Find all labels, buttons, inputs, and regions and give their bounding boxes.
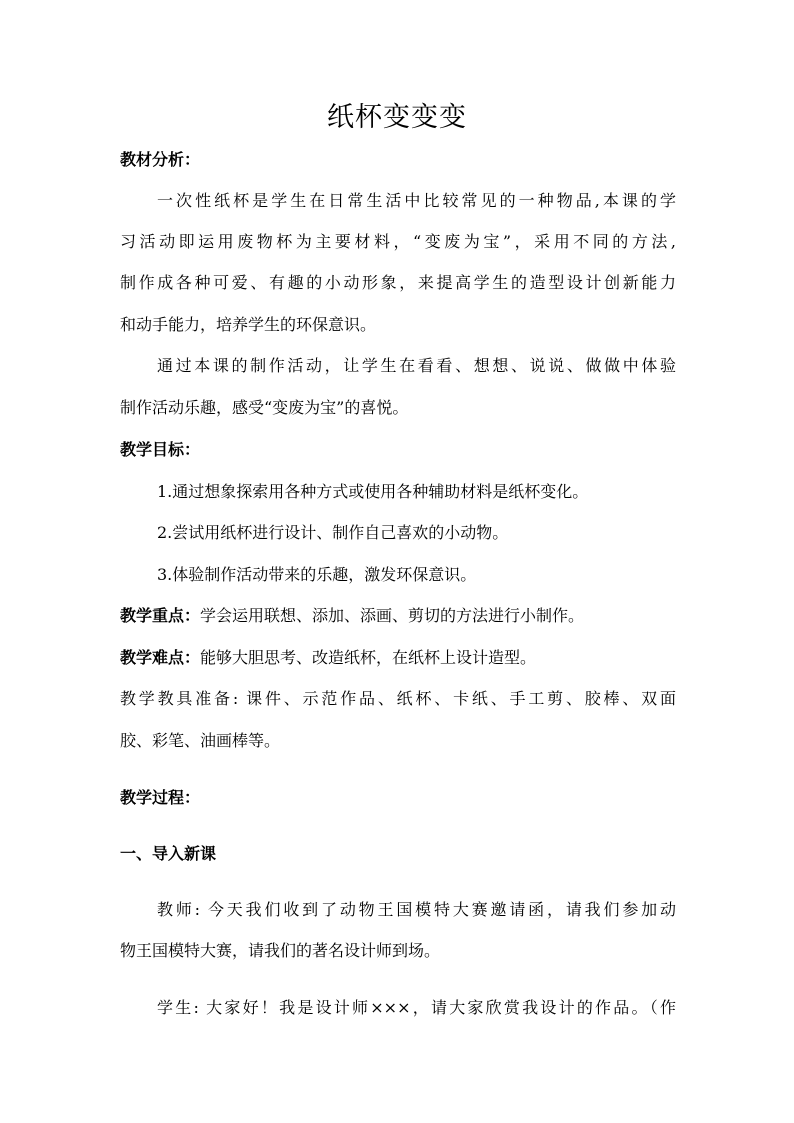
goal-item: 2.尝试用纸杯进行设计、制作自己喜欢的小动物。 (157, 523, 509, 542)
analysis-paragraph-line: 和动手能力，培养学生的环保意识。 (120, 315, 377, 334)
difficulty-line (120, 647, 676, 669)
process-heading: 教学过程： (120, 788, 201, 807)
key-point-line (120, 605, 676, 627)
analysis-paragraph-line: 通过本课的制作活动，让学生在看看、想想、说说、做做中体验 (157, 356, 676, 375)
teacher-line: 教师: 今天我们收到了动物王国模特大赛邀请函，请我们参加动 (157, 900, 676, 919)
materials-line: 胶、彩笔、油画棒等。 (120, 731, 281, 750)
goal-item: 3.体验制作活动带来的乐趣，激发环保意识。 (157, 565, 477, 584)
difficulty-label: 教学难点： (120, 648, 201, 667)
analysis-paragraph-line: 制作活动乐趣，感受“变废为宝”的喜悦。 (120, 398, 409, 417)
teacher-line: 物王国模特大赛，请我们的著名设计师到场。 (120, 941, 441, 960)
key-point-text: 学会运用联想、添加、添画、剪切的方法进行小制作。 (200, 606, 585, 625)
analysis-heading: 教材分析： (120, 150, 201, 169)
analysis-paragraph-line: 一次性纸杯是学生在日常生活中比较常见的一种物品,本课的学 (157, 191, 676, 210)
goal-item: 1.通过想象探索用各种方式或使用各种辅助材料是纸杯变化。 (157, 482, 589, 501)
key-point-label: 教学重点： (120, 606, 201, 625)
analysis-paragraph-line: 习活动即运用废物杯为主要材料，“变废为宝”，采用不同的方法, (120, 232, 676, 251)
student-line: 学生: 大家好！我是设计师×××，请大家欣赏我设计的作品。（作 (157, 998, 676, 1017)
difficulty-text: 能够大胆思考、改造纸杯，在纸杯上设计造型。 (200, 648, 537, 667)
document-title: 纸杯变变变 (327, 102, 467, 133)
analysis-paragraph-line: 制作成各种可爱、有趣的小动形象，来提高学生的造型设计创新能力 (120, 273, 676, 292)
goals-heading: 教学目标： (120, 440, 201, 459)
section-heading: 一、导入新课 (120, 844, 217, 863)
materials-line: 教学教具准备: 课件、示范作品、纸杯、卡纸、手工剪、胶棒、双面 (120, 689, 676, 708)
